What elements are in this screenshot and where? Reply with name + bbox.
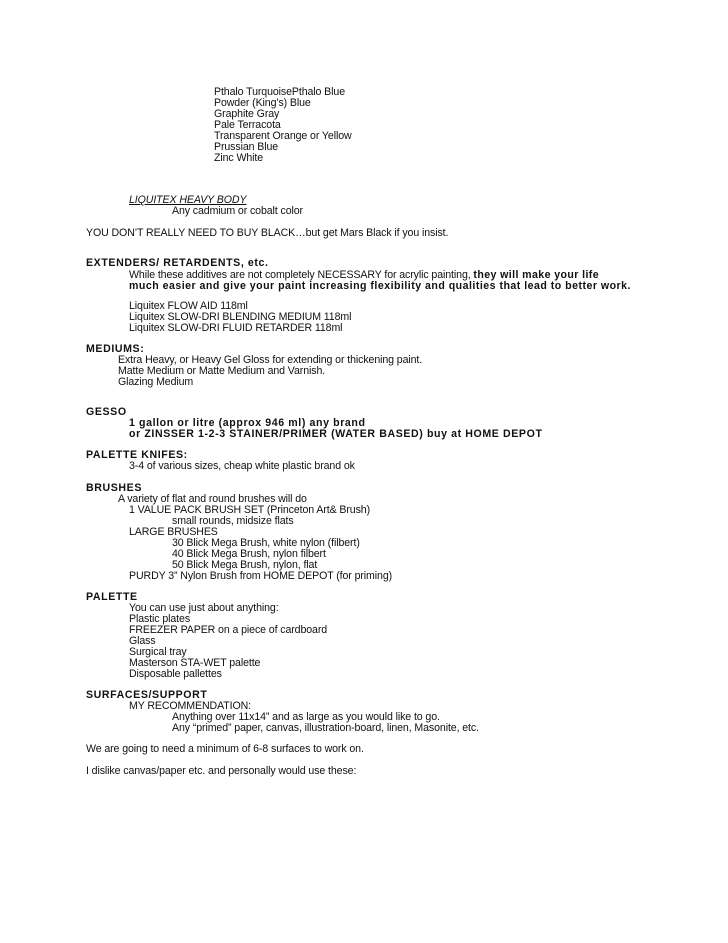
gesso-item: or ZINSSER 1-2-3 STAINER/PRIMER (WATER BASED) buy at HOME DEPOT xyxy=(129,428,543,440)
liquitex-title: LIQUITEX HEAVY BODY xyxy=(129,194,247,206)
palette-item: FREEZER PAPER on a piece of cardboard xyxy=(129,624,328,636)
surface-item: Any “primed” paper, canvas, illustration-board, linen, Masonite, etc. xyxy=(172,722,479,734)
palette-item: Surgical tray xyxy=(129,646,187,658)
color-item: Graphite Gray xyxy=(214,108,280,120)
color-item: Zinc White xyxy=(214,152,264,164)
color-item: Transparent Orange or Yellow xyxy=(214,130,352,142)
palette-knives-heading: PALETTE KNIFES: xyxy=(86,449,188,461)
surfaces-heading: SURFACES/SUPPORT xyxy=(86,689,208,701)
brushes-intro: A variety of flat and round brushes will do xyxy=(118,493,307,505)
surfaces-recommendation: MY RECOMMENDATION: xyxy=(129,700,251,712)
purdy-item: PURDY 3” Nylon Brush from HOME DEPOT (for priming) xyxy=(129,570,393,582)
large-brush-item: 30 Blick Mega Brush, white nylon (filbert) xyxy=(172,537,360,549)
extender-item: Liquitex FLOW AID 118ml xyxy=(129,300,248,312)
color-item: Prussian Blue xyxy=(214,141,279,153)
palette-item: You can use just about anything: xyxy=(129,602,279,614)
large-brush-item: 50 Blick Mega Brush, nylon, flat xyxy=(172,559,318,571)
medium-item: Glazing Medium xyxy=(118,376,194,388)
closing-line: I dislike canvas/paper etc. and personally would use these: xyxy=(86,765,357,777)
extenders-heading: EXTENDERS/ RETARDENTS, etc. xyxy=(86,257,269,269)
brushes-heading: BRUSHES xyxy=(86,482,142,494)
palette-heading: PALETTE xyxy=(86,591,138,603)
color-item: Pthalo TurquoisePthalo Blue xyxy=(214,86,345,98)
large-brushes-heading: LARGE BRUSHES xyxy=(129,526,218,538)
gesso-item: 1 gallon or litre (approx 946 ml) any brand xyxy=(129,417,366,429)
liquitex-note: Any cadmium or cobalt color xyxy=(172,205,303,217)
color-item: Powder (King’s) Blue xyxy=(214,97,311,109)
closing-line: We are going to need a minimum of 6-8 surfaces to work on. xyxy=(86,743,364,755)
large-brush-item: 40 Blick Mega Brush, nylon filbert xyxy=(172,548,326,560)
palette-item: Masterson STA-WET palette xyxy=(129,657,261,669)
gesso-heading: GESSO xyxy=(86,406,127,418)
extenders-intro-plain: While these additives are not completely NECESSARY for acrylic painting, xyxy=(129,269,474,281)
mediums-heading: MEDIUMS: xyxy=(86,343,145,355)
extender-item: Liquitex SLOW-DRI FLUID RETARDER 118ml xyxy=(129,322,343,334)
palette-item: Disposable pallettes xyxy=(129,668,222,680)
medium-item: Matte Medium or Matte Medium and Varnish. xyxy=(118,365,326,377)
medium-item: Extra Heavy, or Heavy Gel Gloss for extending or thickening paint. xyxy=(118,354,423,366)
value-pack-sub: small rounds, midsize flats xyxy=(172,515,294,527)
palette-item: Plastic plates xyxy=(129,613,191,625)
surface-item: Anything over 11x14” and as large as you would like to go. xyxy=(172,711,440,723)
black-note: YOU DON’T REALLY NEED TO BUY BLACK…but get Mars Black if you insist. xyxy=(86,227,449,239)
value-pack-item: 1 VALUE PACK BRUSH SET (Princeton Art& Brush) xyxy=(129,504,371,516)
palette-item: Glass xyxy=(129,635,156,647)
palette-knife-item: 3-4 of various sizes, cheap white plastic brand ok xyxy=(129,460,355,472)
extender-item: Liquitex SLOW-DRI BLENDING MEDIUM 118ml xyxy=(129,311,352,323)
color-item: Pale Terracota xyxy=(214,119,281,131)
extenders-intro-bold: they will make your life xyxy=(473,269,600,281)
extenders-intro-line-2: much easier and give your paint increasing flexibility and qualities that lead to better work. xyxy=(129,280,631,292)
